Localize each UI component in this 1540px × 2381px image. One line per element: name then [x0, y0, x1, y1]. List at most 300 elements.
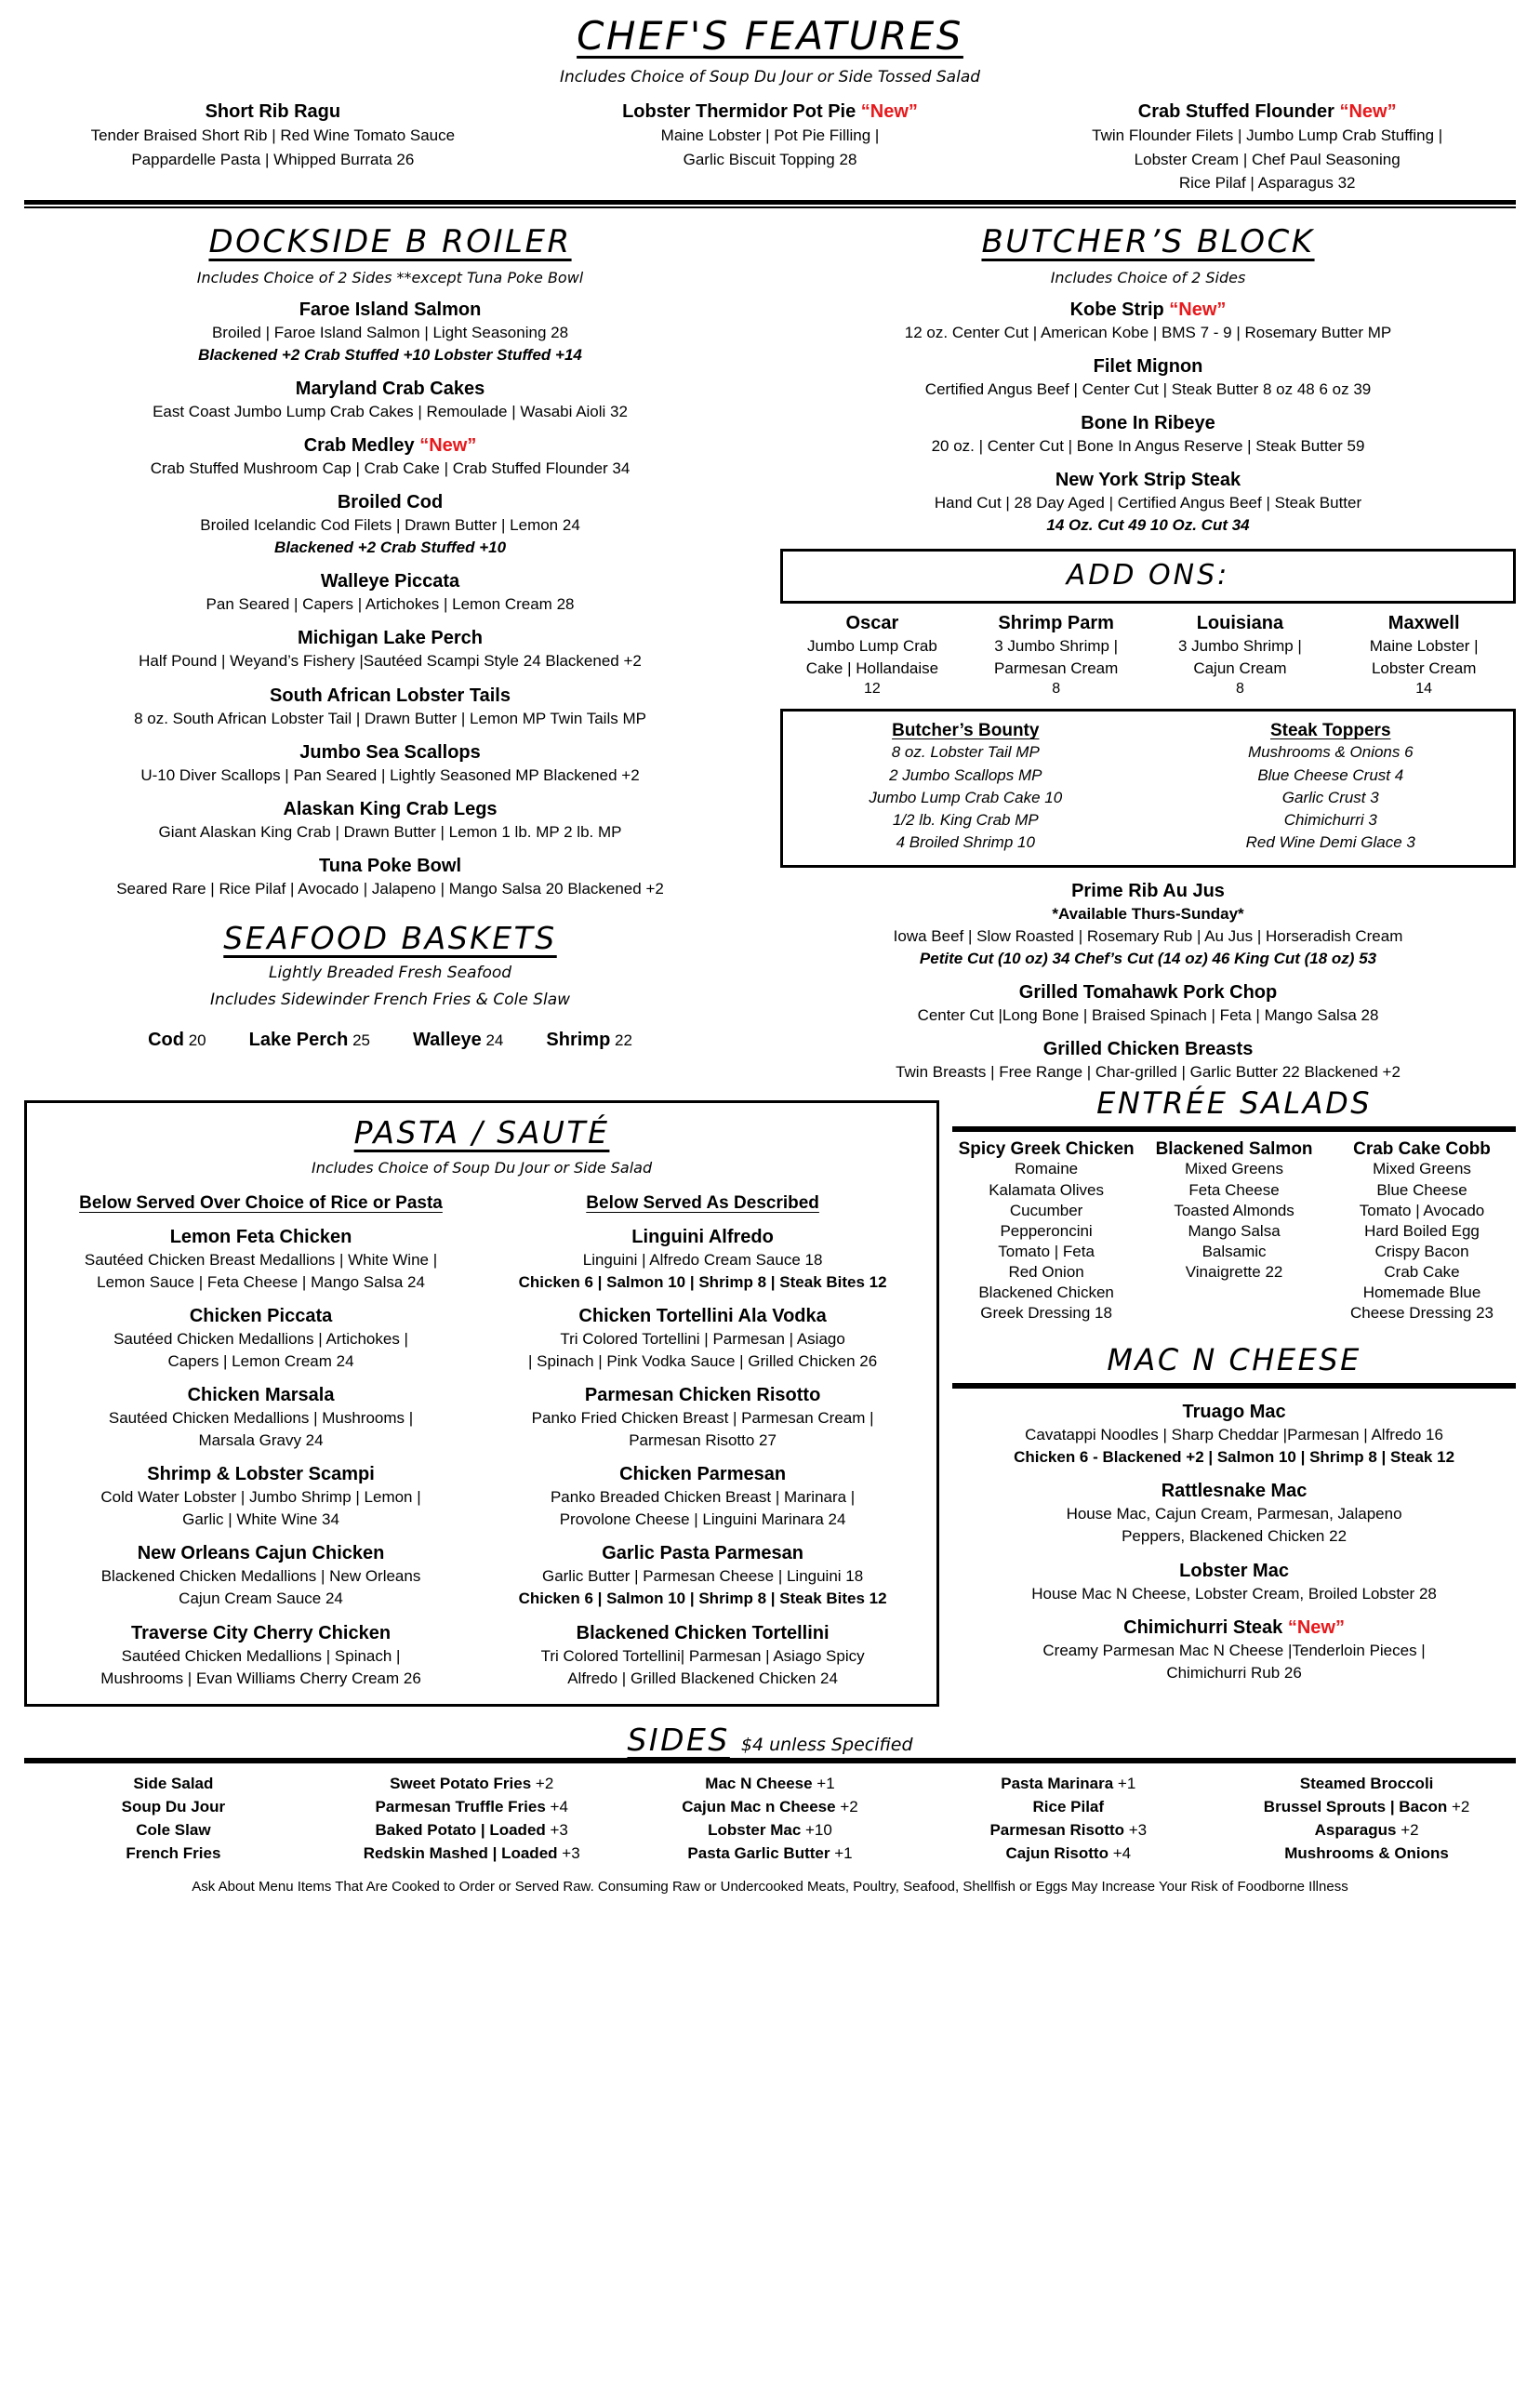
add-on-description: Parmesan Cream: [994, 659, 1119, 678]
salad-name: Blackened Salmon: [1155, 1138, 1313, 1159]
bounty-item: Jumbo Lump Crab Cake 10: [869, 788, 1063, 806]
menu-item-description: Panko Fried Chicken Breast | Parmesan Cream |: [531, 1408, 874, 1427]
side-name: Pasta Marinara: [1001, 1774, 1114, 1792]
menu-item: [24, 379, 756, 422]
menu-item-description: Half Pound | Weyand’s Fishery |Sautéed Scampi Style 24 Blackened +2: [139, 652, 642, 671]
butchers-bounty-list: [783, 741, 1148, 854]
feature-line: Twin Flounder Filets | Jumbo Lump Crab Stuffing |: [1092, 126, 1443, 144]
menu-item-description: Cavatappi Noodles | Sharp Cheddar |Parmesan | Alfredo 16: [1025, 1426, 1443, 1444]
menu-item: [24, 435, 756, 479]
menu-item: [24, 492, 756, 558]
menu-item-addons: Chicken 6 | Salmon 10 | Shrimp 8 | Steak Bites 12: [518, 1590, 887, 1608]
salad-ingredient: Tomato | Avocado: [1359, 1201, 1485, 1219]
side-surcharge: +4: [545, 1797, 568, 1816]
sides-note: $4 unless Specified: [740, 1734, 913, 1755]
salad-ingredient: Cheese Dressing 23: [1349, 1304, 1494, 1323]
menu-item-description: Garlic Butter | Parmesan Cheese | Linguini 18: [541, 1567, 864, 1586]
main-columns: [24, 216, 1516, 1084]
baskets-subtitle-2: Includes Sidewinder French Fries & Cole Slaw: [209, 990, 571, 1009]
menu-item-name: Grilled Tomahawk Pork Chop: [1018, 982, 1278, 1004]
salad-ingredient: Pepperoncini: [1000, 1221, 1093, 1240]
menu-item: [24, 742, 756, 786]
menu-item-description: Garlic | White Wine 34: [182, 1510, 339, 1529]
basket-name: Walleye: [413, 1029, 482, 1050]
new-badge: “New”: [1339, 101, 1397, 122]
menu-item-description: 12 oz. Center Cut | American Kobe | BMS 7 - 9 | Rosemary Butter MP: [904, 323, 1392, 341]
salad-name: Crab Cake Cobb: [1353, 1138, 1491, 1159]
menu-item-description: Giant Alaskan King Crab | Drawn Butter | Lemon 1 lb. MP 2 lb. MP: [158, 822, 622, 841]
basket-name: Lake Perch: [248, 1029, 349, 1050]
lower-columns: [24, 1085, 1516, 1707]
menu-item-options: 14 Oz. Cut 49 10 Oz. Cut 34: [1046, 516, 1250, 535]
mac-divider: [952, 1383, 1516, 1389]
side-item: [323, 1819, 621, 1842]
side-name: Cajun Risotto: [1005, 1843, 1109, 1862]
bounty-item: 2 Jumbo Scallops MP: [889, 765, 1042, 784]
menu-item-description: 20 oz. | Center Cut | Bone In Angus Reserve | Steak Butter 59: [931, 437, 1365, 456]
menu-item-name: New York Strip Steak: [1055, 470, 1241, 491]
new-badge: “New”: [1287, 1616, 1345, 1638]
menu-item-name: Traverse City Cherry Chicken: [131, 1622, 392, 1643]
pasta-subtitle: Includes Choice of Soup Du Jour or Side Salad: [311, 1158, 653, 1177]
right-lower-column: [952, 1085, 1516, 1683]
menu-item-name: Shrimp & Lobster Scampi: [147, 1464, 375, 1485]
salad-ingredient: Greek Dressing 18: [980, 1304, 1112, 1323]
new-badge: “New”: [1169, 299, 1227, 320]
menu-item-description: Capers | Lemon Cream 24: [167, 1351, 354, 1370]
butchers-bounty-title: Butcher’s Bounty: [892, 721, 1040, 741]
mac-title: MAC N CHEESE: [1107, 1342, 1361, 1378]
menu-item-name: Walleye Piccata: [320, 571, 460, 592]
menu-item: [489, 1227, 916, 1293]
menu-item: [952, 1617, 1516, 1683]
menu-item-name: Tuna Poke Bowl: [319, 855, 461, 876]
basket-item: [148, 1030, 206, 1051]
menu-item: [24, 685, 756, 729]
side-surcharge: +3: [557, 1843, 580, 1862]
feature-line: Tender Braised Short Rib | Red Wine Tomato Sauce: [90, 126, 456, 144]
feature-name: Short Rib Ragu: [205, 101, 341, 122]
menu-item-options: Blackened +2 Crab Stuffed +10: [273, 539, 507, 557]
add-on-price: 8: [1235, 681, 1244, 698]
topper-item: Chimichurri 3: [1283, 810, 1377, 829]
menu-item: [780, 413, 1516, 457]
menu-item-description: Tri Colored Tortellini | Parmesan | Asiago: [560, 1329, 845, 1348]
butchers-list: [780, 299, 1516, 536]
menu-item: [780, 299, 1516, 343]
menu-item-description: Lemon Sauce | Feta Cheese | Mango Salsa 24: [97, 1272, 425, 1291]
basket-price: 22: [610, 1031, 632, 1049]
menu-item-description: Crab Stuffed Mushroom Cap | Crab Cake | Crab Stuffed Flounder 34: [150, 459, 631, 478]
side-item: [621, 1773, 920, 1796]
menu-item: [780, 1039, 1516, 1083]
menu-item-description: Chimichurri Rub 26: [1166, 1663, 1302, 1682]
side-surcharge: +2: [835, 1797, 858, 1816]
menu-item-name: Prime Rib Au Jus: [1071, 881, 1225, 902]
side-surcharge: +1: [830, 1843, 853, 1862]
basket-name: Cod: [148, 1029, 184, 1050]
side-item: Soup Du Jour: [121, 1797, 226, 1816]
menu-item-name: Chicken Piccata: [189, 1305, 333, 1326]
menu-item-name: Grilled Chicken Breasts: [1042, 1039, 1254, 1060]
menu-item-description: Certified Angus Beef | Center Cut | Steak Butter 8 oz 48 6 oz 39: [924, 379, 1372, 398]
menu-item: [24, 856, 756, 899]
menu-item-description: Broiled | Faroe Island Salmon | Light Seasoning 28: [211, 323, 569, 341]
side-surcharge: +10: [801, 1820, 832, 1839]
menu-item-name: Alaskan King Crab Legs: [283, 798, 498, 819]
disclaimer: Ask About Menu Items That Are Cooked to Order or Served Raw. Consuming Raw or Undercooked Meats, Poultry, Seafood, Shellfish or Eggs May Increase Your Risk of Foodborne Illness: [192, 1878, 1348, 1895]
salad-item: [1140, 1139, 1328, 1324]
menu-item: [952, 1561, 1516, 1604]
side-name: Asparagus: [1314, 1820, 1397, 1839]
feature-line: Maine Lobster | Pot Pie Filling |: [660, 126, 880, 144]
side-item: [1217, 1819, 1516, 1842]
basket-price: 20: [183, 1031, 206, 1049]
sides-grid: [24, 1773, 1516, 1866]
butchers-title: BUTCHER’S BLOCK: [981, 222, 1315, 260]
side-name: Cajun Mac n Cheese: [682, 1797, 836, 1816]
pasta-right-heading: Below Served As Described: [586, 1192, 819, 1213]
menu-item-description: Mushrooms | Evan Williams Cherry Cream 26: [100, 1669, 421, 1687]
new-badge: “New”: [860, 101, 918, 122]
sides-column: [621, 1773, 920, 1866]
side-surcharge: +2: [531, 1774, 554, 1792]
menu-item: [780, 982, 1516, 1026]
sides-column: [919, 1773, 1217, 1866]
menu-item-description: Parmesan Risotto 27: [629, 1431, 777, 1450]
menu-item: [47, 1385, 474, 1451]
menu-item-description: Tri Colored Tortellini| Parmesan | Asiago Spicy: [540, 1646, 865, 1665]
topper-item: Blue Cheese Crust 4: [1257, 765, 1404, 784]
menu-item-description: Sautéed Chicken Medallions | Mushrooms |: [108, 1408, 414, 1427]
menu-item-description: Marsala Gravy 24: [198, 1431, 324, 1450]
menu-item-name: Broiled Cod: [337, 492, 444, 513]
menu-item-description: Twin Breasts | Free Range | Char-grilled | Garlic Butter 22 Blackened +2: [896, 1063, 1401, 1082]
menu-item: [489, 1306, 916, 1372]
menu-item: [24, 571, 756, 615]
menu-item-description: Creamy Parmesan Mac N Cheese |Tenderloin Pieces |: [1042, 1641, 1426, 1659]
menu-item-description: Broiled Icelandic Cod Filets | Drawn Butter | Lemon 24: [200, 516, 580, 535]
sides-title: SIDES: [627, 1721, 730, 1758]
side-item: [323, 1796, 621, 1819]
salads-row: [952, 1139, 1516, 1324]
menu-item-description: Alfredo | Grilled Blackened Chicken 24: [567, 1669, 838, 1687]
basket-name: Shrimp: [546, 1029, 611, 1050]
menu-item: [780, 356, 1516, 400]
menu-item-description: East Coast Jumbo Lump Crab Cakes | Remoulade | Wasabi Aioli 32: [153, 403, 628, 421]
menu-item-description: Sautéed Chicken Medallions | Artichokes |: [113, 1329, 408, 1348]
menu-item-name: Linguini Alfredo: [631, 1226, 774, 1247]
side-surcharge: +2: [1396, 1820, 1419, 1839]
add-ons-title: ADD ONS:: [1066, 559, 1230, 592]
topper-item: Red Wine Demi Glace 3: [1245, 832, 1415, 851]
side-name: Lobster Mac: [708, 1820, 802, 1839]
bounty-item: 8 oz. Lobster Tail MP: [891, 743, 1040, 762]
basket-item: [546, 1030, 632, 1051]
mac-list: [952, 1402, 1516, 1683]
menu-item-name: Filet Mignon: [1093, 355, 1203, 377]
dockside-list: [24, 299, 756, 899]
steak-toppers-list: [1148, 741, 1513, 854]
add-on-description: Cake | Hollandaise: [805, 659, 939, 678]
side-surcharge: +1: [1113, 1774, 1136, 1792]
menu-item-name: Chicken Parmesan: [619, 1464, 787, 1485]
menu-item-name: Rattlesnake Mac: [1161, 1481, 1308, 1502]
menu-item-name: Garlic Pasta Parmesan: [602, 1543, 803, 1564]
salads-divider: [952, 1126, 1516, 1132]
add-ons-row: [780, 613, 1516, 698]
salad-ingredient: Mixed Greens: [1373, 1160, 1471, 1178]
side-item: [919, 1773, 1217, 1796]
butchers-bounty: [783, 721, 1148, 854]
side-item: Steamed Broccoli: [1299, 1774, 1434, 1792]
butchers-continued-list: [780, 881, 1516, 1083]
menu-item-description: Blackened Chicken Medallions | New Orleans: [100, 1567, 421, 1586]
menu-item: [952, 1481, 1516, 1547]
menu-item-name: Michigan Lake Perch: [298, 628, 483, 649]
salad-ingredient: Kalamata Olives: [989, 1180, 1104, 1199]
side-item: [919, 1819, 1217, 1842]
feature-item: [1018, 101, 1516, 194]
salad-ingredient: Red Onion: [1008, 1262, 1084, 1281]
add-on-price: 14: [1415, 681, 1433, 698]
menu-item-name: New Orleans Cajun Chicken: [137, 1543, 385, 1564]
dockside-title: DOCKSIDE B ROILER: [208, 222, 572, 260]
side-surcharge: +2: [1447, 1797, 1470, 1816]
dockside-subtitle: Includes Choice of 2 Sides **except Tuna Poke Bowl: [196, 268, 584, 286]
add-on-description: Jumbo Lump Crab: [806, 637, 937, 656]
pasta-left-column: [40, 1193, 482, 1689]
salad-ingredient: Tomato | Feta: [998, 1242, 1095, 1260]
baskets-subtitle-1: Lightly Breaded Fresh Seafood: [268, 963, 512, 982]
bounty-toppers-box: [780, 709, 1516, 868]
menu-item-description: Panko Breaded Chicken Breast | Marinara |: [550, 1488, 856, 1507]
salad-item: [952, 1139, 1140, 1324]
side-surcharge: +4: [1108, 1843, 1132, 1862]
menu-item-name: South African Lobster Tails: [270, 685, 511, 706]
menu-item-description: Cold Water Lobster | Jumbo Shrimp | Lemon |: [100, 1488, 421, 1507]
salad-ingredient: Cucumber: [1009, 1201, 1083, 1219]
menu-item-name: Blackened Chicken Tortellini: [576, 1622, 830, 1643]
menu-item-name: Jumbo Sea Scallops: [299, 741, 481, 763]
salad-ingredient: Mixed Greens: [1185, 1160, 1283, 1178]
menu-item: [47, 1543, 474, 1609]
add-on-name: Shrimp Parm: [998, 613, 1114, 634]
topper-item: Mushrooms & Onions 6: [1247, 743, 1414, 762]
pasta-saute-section: [24, 1100, 939, 1707]
side-surcharge: +3: [545, 1820, 568, 1839]
baskets-row: [24, 1030, 756, 1051]
menu-item: [489, 1385, 916, 1451]
add-on-item: [964, 613, 1148, 698]
menu-item-description: Sautéed Chicken Medallions | Spinach |: [121, 1646, 401, 1665]
menu-item-description: Iowa Beef | Slow Roasted | Rosemary Rub | Au Jus | Horseradish Cream: [893, 927, 1403, 946]
menu-item-name: Bone In Ribeye: [1081, 413, 1215, 434]
menu-item: [24, 799, 756, 843]
salad-ingredient: Homemade Blue: [1362, 1283, 1481, 1301]
feature-line: Garlic Biscuit Topping 28: [683, 150, 857, 168]
menu-item: [47, 1623, 474, 1689]
pasta-left-list: [47, 1227, 474, 1689]
menu-item-options: Blackened +2 Crab Stuffed +10 Lobster Stuffed +14: [198, 345, 582, 364]
add-on-name: Oscar: [845, 613, 899, 634]
bounty-item: 1/2 lb. King Crab MP: [892, 810, 1039, 829]
steak-toppers-title: Steak Toppers: [1269, 721, 1391, 741]
left-column: [24, 216, 756, 1051]
menu-item-note: *Available Thurs-Sunday*: [1052, 905, 1244, 924]
pasta-title: PASTA / SAUTÉ: [353, 1113, 610, 1151]
menu-item-description: Sautéed Chicken Breast Medallions | White Wine |: [84, 1250, 438, 1269]
add-on-item: [1148, 613, 1333, 698]
menu-item-description: Seared Rare | Rice Pilaf | Avocado | Jalapeno | Mango Salsa 20 Blackened +2: [116, 879, 664, 898]
pasta-right-list: [489, 1227, 916, 1689]
add-on-description: 3 Jumbo Shrimp |: [994, 637, 1119, 656]
menu-item: [47, 1464, 474, 1530]
menu-item: [47, 1306, 474, 1372]
chefs-features-row: [24, 101, 1516, 194]
menu-item-description: Center Cut |Long Bone | Braised Spinach | Feta | Mango Salsa 28: [917, 1006, 1379, 1025]
side-name: Parmesan Truffle Fries: [375, 1797, 546, 1816]
side-item: [621, 1796, 920, 1819]
side-name: Mac N Cheese: [705, 1774, 813, 1792]
menu-item-name: Lobster Mac: [1179, 1560, 1289, 1581]
side-item: French Fries: [126, 1843, 221, 1862]
add-on-item: [780, 613, 964, 698]
salad-item: [1328, 1139, 1516, 1324]
menu-item-description: Linguini | Alfredo Cream Sauce 18: [582, 1250, 823, 1269]
menu-item-name: Lemon Feta Chicken: [169, 1226, 352, 1247]
side-item: [323, 1773, 621, 1796]
side-surcharge: +1: [812, 1774, 835, 1792]
menu-item-options: Petite Cut (10 oz) 34 Chef’s Cut (14 oz) 46 King Cut (18 oz) 53: [919, 950, 1377, 968]
menu-item-name: Chimichurri Steak “New”: [1123, 1616, 1345, 1638]
add-on-price: 8: [1052, 681, 1061, 698]
bounty-item: 4 Broiled Shrimp 10: [896, 832, 1035, 851]
side-item: [323, 1842, 621, 1866]
add-on-description: Maine Lobster |: [1369, 637, 1479, 656]
menu-item-name: Kobe Strip: [1069, 299, 1164, 320]
salad-ingredient: Blue Cheese: [1376, 1180, 1467, 1199]
side-name: Redskin Mashed | Loaded: [363, 1843, 558, 1862]
menu-item-name: Chicken Marsala: [187, 1384, 335, 1405]
feature-name: Crab Stuffed Flounder: [1137, 101, 1334, 122]
menu-item-description: 8 oz. South African Lobster Tail | Drawn Butter | Lemon MP Twin Tails MP: [134, 709, 646, 727]
chefs-features-subtitle: Includes Choice of Soup Du Jour or Side Tossed Salad: [559, 68, 981, 86]
side-item: [621, 1842, 920, 1866]
topper-item: Garlic Crust 3: [1281, 788, 1379, 806]
side-item: Rice Pilaf: [1032, 1797, 1105, 1816]
salad-name: Spicy Greek Chicken: [958, 1138, 1135, 1159]
menu-item-description: Hand Cut | 28 Day Aged | Certified Angus Beef | Steak Butter: [934, 494, 1362, 512]
menu-item-description: Pan Seared | Capers | Artichokes | Lemon Cream 28: [206, 595, 575, 614]
new-badge: “New”: [419, 435, 477, 457]
pasta-right-column: [482, 1193, 923, 1689]
menu-item-name: Maryland Crab Cakes: [295, 379, 485, 400]
menu-item-name: Faroe Island Salmon: [299, 299, 482, 320]
salad-ingredient: Mango Salsa: [1188, 1221, 1281, 1240]
menu-item-addons: Chicken 6 - Blackened +2 | Salmon 10 | Shrimp 8 | Steak 12: [1014, 1448, 1455, 1467]
salad-ingredient: Balsamic: [1201, 1242, 1267, 1260]
sides-column: [24, 1773, 323, 1866]
side-name: Brussel Sprouts | Bacon: [1263, 1797, 1448, 1816]
menu-item-description: | Spinach | Pink Vodka Sauce | Grilled Chicken 26: [528, 1351, 878, 1370]
basket-item: [413, 1030, 503, 1051]
add-ons-box: [780, 549, 1516, 604]
feature-line: Lobster Cream | Chef Paul Seasoning: [1134, 150, 1401, 168]
salad-ingredient: Romaine: [1015, 1160, 1079, 1178]
side-name: Baked Potato | Loaded: [375, 1820, 546, 1839]
menu-item-name: Truago Mac: [1182, 1402, 1286, 1423]
add-on-name: Maxwell: [1387, 613, 1460, 634]
salad-ingredient: Blackened Chicken: [978, 1283, 1114, 1301]
add-on-description: Cajun Cream: [1193, 659, 1287, 678]
menu-item: [489, 1623, 916, 1689]
salad-ingredient: Vinaigrette 22: [1185, 1262, 1283, 1281]
basket-price: 24: [481, 1031, 504, 1049]
add-on-description: Lobster Cream: [1371, 659, 1477, 678]
menu-item: [489, 1543, 916, 1609]
add-on-description: 3 Jumbo Shrimp |: [1177, 637, 1302, 656]
chefs-features-section: [24, 0, 1516, 194]
side-name: Pasta Garlic Butter: [687, 1843, 830, 1862]
side-item: [621, 1819, 920, 1842]
pasta-left-heading: Below Served Over Choice of Rice or Pasta: [79, 1192, 443, 1213]
menu-item-description: Cajun Cream Sauce 24: [179, 1590, 343, 1608]
salad-ingredient: Crispy Bacon: [1374, 1242, 1469, 1260]
salad-ingredient: Hard Boiled Egg: [1364, 1221, 1480, 1240]
side-name: Parmesan Risotto: [989, 1820, 1124, 1839]
feature-name: Lobster Thermidor Pot Pie: [622, 101, 856, 122]
menu-item-name: Parmesan Chicken Risotto: [584, 1384, 821, 1405]
feature-item: [24, 101, 522, 194]
menu-item: [47, 1227, 474, 1293]
right-column: [780, 216, 1516, 1084]
menu-item-name: Crab Medley: [303, 435, 415, 457]
menu-item: [24, 628, 756, 672]
sides-column: [323, 1773, 621, 1866]
menu-item: [489, 1464, 916, 1530]
add-on-item: [1332, 613, 1516, 698]
basket-price: 25: [348, 1031, 370, 1049]
header-divider: [24, 200, 1516, 208]
salad-ingredient: Crab Cake: [1384, 1262, 1460, 1281]
side-item: Side Salad: [133, 1774, 214, 1792]
side-item: [1217, 1796, 1516, 1819]
feature-line: Pappardelle Pasta | Whipped Burrata 26: [131, 150, 415, 168]
menu-item-name: Chicken Tortellini Ala Vodka: [578, 1305, 827, 1326]
side-item: Mushrooms & Onions: [1284, 1843, 1449, 1862]
sides-column: [1217, 1773, 1516, 1866]
add-on-name: Louisiana: [1196, 613, 1284, 634]
side-item: [919, 1842, 1217, 1866]
baskets-title: SEAFOOD BASKETS: [223, 919, 557, 956]
salads-title: ENTRÉE SALADS: [1096, 1084, 1373, 1121]
menu-item-description: U-10 Diver Scallops | Pan Seared | Lightly Seasoned MP Blackened +2: [140, 765, 640, 784]
sides-header: [24, 1722, 1516, 1758]
salad-ingredient: Toasted Almonds: [1174, 1201, 1294, 1219]
feature-item: [522, 101, 1019, 194]
page-title: CHEF'S FEATURES: [577, 13, 963, 59]
basket-item: [249, 1030, 370, 1051]
butchers-subtitle: Includes Choice of 2 Sides: [1050, 268, 1246, 286]
menu-item-description: House Mac, Cajun Cream, Parmesan, Jalapeno: [1066, 1505, 1402, 1523]
menu-item-addons: Chicken 6 | Salmon 10 | Shrimp 8 | Steak Bites 12: [518, 1272, 887, 1291]
salad-ingredient: Feta Cheese: [1188, 1180, 1280, 1199]
steak-toppers: [1148, 721, 1513, 854]
side-item: Cole Slaw: [136, 1820, 211, 1839]
menu-item-description: Peppers, Blackened Chicken 22: [1122, 1527, 1348, 1546]
side-name: Sweet Potato Fries: [390, 1774, 532, 1792]
